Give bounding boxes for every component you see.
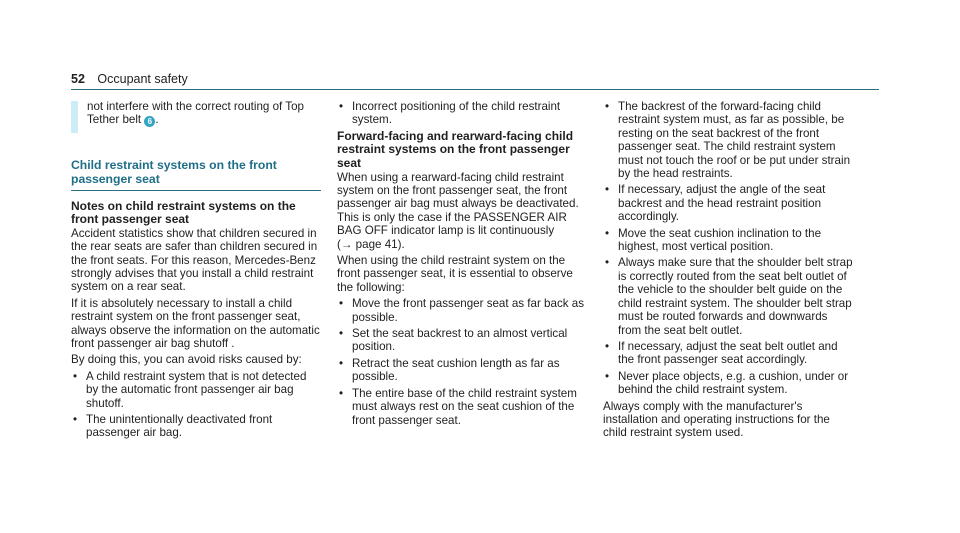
paragraph: If it is absolutely necessary to install a child restraint system on the front passenger seat, always observe the information on the automatic front passenger air bag shutoff .: [71, 296, 320, 351]
bullet-icon: •: [73, 369, 78, 383]
list-item: • The unintentionally deactivated front passenger air bag.: [73, 413, 273, 440]
bullet-icon: •: [605, 226, 610, 240]
bullet-icon: •: [339, 356, 344, 370]
note-bar: [71, 101, 78, 133]
bullet-icon: •: [73, 413, 78, 427]
bullet-icon: •: [339, 297, 344, 311]
page-reference-link[interactable]: (→ page 41).: [337, 237, 405, 251]
section-divider: [71, 190, 321, 191]
section-title: Child restraint systems on the front passenger seat: [71, 158, 277, 186]
note-text: not interfere with the correct routing of Top Tether belt: [87, 100, 304, 127]
column-3: [603, 100, 853, 443]
list-item: • Set the seat backrest to an almost vertical position.: [339, 327, 568, 354]
list-item: • A child restraint system that is not detected by the automatic front passenger air bag shutoff.: [73, 369, 307, 410]
paragraph: By doing this, you can avoid risks caused by:: [71, 353, 302, 367]
bullet-icon: •: [605, 100, 610, 113]
bullet-list: [71, 370, 321, 440]
bullet-list: [603, 100, 853, 397]
column-2: [337, 100, 587, 430]
bullet-icon: •: [339, 327, 344, 341]
list-item: • Retract the seat cushion length as far as possible.: [339, 356, 560, 384]
paragraph: When using a rearward-facing child restraint system on the front passenger seat, the front passenger air bag must always be deactivated. This is only the case if the PASSENGER AIR BAG OFF indicator lamp is lit continuously (→ page 41).: [337, 170, 579, 251]
bullet-icon: •: [339, 100, 344, 113]
list-item: • Incorrect positioning of the child restraint system.: [339, 100, 561, 127]
list-item: • Move the front passenger seat as far back as possible.: [339, 297, 584, 324]
subheading: Notes on child restraint systems on the front passenger seat: [71, 198, 296, 227]
subheading: Forward-facing and rearward-facing child restraint systems on the front passenger seat: [337, 128, 574, 170]
paragraph: When using the child restraint system on the front passenger seat, it is essential to observe the following:: [337, 254, 573, 294]
paragraph: Accident statistics show that children secured in the rear seats are safer than children secured in the front seats. For this reason, Mercedes-Benz strongly advises that you install a child restraint system on a rear seat.: [71, 226, 318, 294]
page-number: 52: [71, 72, 85, 86]
column-1: [71, 100, 321, 443]
section-name: Occupant safety: [97, 72, 188, 86]
bullet-icon: •: [605, 183, 610, 197]
bullet-icon: •: [605, 369, 610, 383]
list-item: • Always make sure that the shoulder belt strap is correctly routed from the seat belt outlet of the vehicle to the shoulder belt guide on the child restraint system. The shoulder belt strap must be routed forwards and downwards from the seat belt outlet.: [605, 256, 853, 337]
bullet-icon: •: [605, 339, 610, 353]
bullet-icon: •: [605, 256, 610, 270]
list-item: • The backrest of the forward-facing child restraint system must, as far as possible, be resting on the seat backrest of the front passenger seat. The child restraint system must not touch the roof or be put under strain by the head restraints.: [605, 100, 851, 181]
list-item: • If necessary, adjust the seat belt outlet and the front passenger seat accordingly.: [605, 339, 838, 367]
header-divider: [71, 89, 879, 90]
list-item: • Move the seat cushion inclination to the highest, most vertical position.: [605, 226, 822, 254]
bullet-list: [337, 297, 587, 427]
bullet-icon: •: [339, 386, 344, 400]
note-box: [71, 100, 321, 127]
paragraph: Always comply with the manufacturer's installation and operating instructions for the child restraint system used.: [603, 399, 830, 440]
list-item: • Never place objects, e.g. a cushion, under or behind the child restraint system.: [605, 369, 849, 397]
note-end: .: [155, 113, 159, 127]
callout-number-badge: 6: [144, 116, 155, 127]
bullet-list: [337, 100, 587, 127]
list-item: • The entire base of the child restraint system must always rest on the seat cushion of the front passenger seat.: [339, 386, 577, 427]
page-header: [71, 72, 188, 86]
list-item: • If necessary, adjust the angle of the seat backrest and the head restraint position accordingly.: [605, 183, 826, 224]
